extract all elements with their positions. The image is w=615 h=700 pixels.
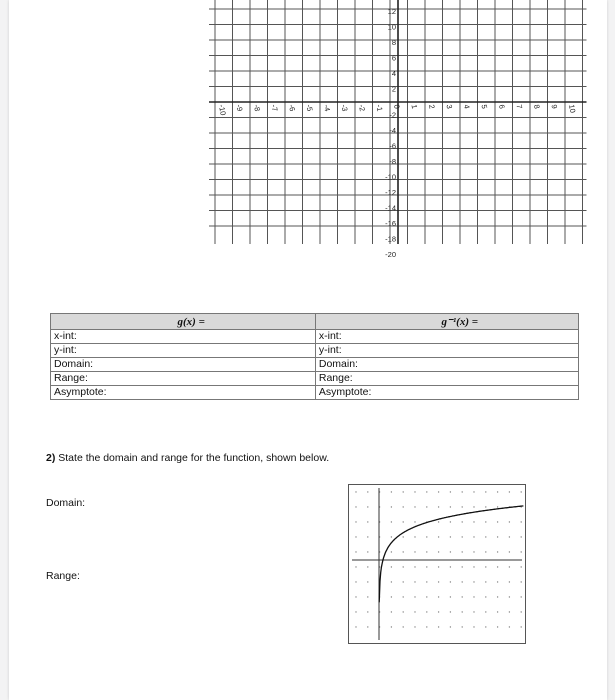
grid-dot	[473, 506, 474, 507]
grid-dot	[521, 536, 522, 537]
grid-dot	[450, 626, 451, 627]
right-row-label: Domain:	[315, 358, 578, 372]
grid-dot	[403, 536, 404, 537]
table-row	[51, 386, 579, 400]
left-row-label: x-int:	[51, 330, 316, 344]
grid-dot	[450, 506, 451, 507]
y-tick-label: -6	[389, 141, 396, 151]
y-tick-label: -18	[385, 234, 396, 244]
grid-dot	[462, 521, 463, 522]
right-row-label: Range:	[315, 372, 578, 386]
domain-label: Domain:	[46, 497, 86, 509]
grid-dot	[367, 566, 368, 567]
grid-dot	[403, 626, 404, 627]
grid-dot	[450, 521, 451, 522]
grid-dot	[403, 491, 404, 492]
grid-dot	[462, 536, 463, 537]
grid-dot	[521, 521, 522, 522]
x-tick-label: 2	[427, 103, 437, 110]
grid-dot	[414, 596, 415, 597]
y-tick-label: -4	[389, 126, 396, 135]
grid-dot	[414, 551, 415, 552]
grid-dot	[367, 596, 368, 597]
grid-dot	[426, 611, 427, 612]
grid-dot	[497, 491, 498, 492]
grid-dot	[497, 551, 498, 552]
y-tick-label: -12	[385, 188, 396, 197]
grid-dot	[473, 566, 474, 567]
grid-dot	[473, 626, 474, 627]
grid-dot	[473, 596, 474, 597]
grid-dot	[509, 536, 510, 537]
question-number: 2)	[46, 452, 56, 464]
grid-dot	[391, 596, 392, 597]
grid-dot	[462, 596, 463, 597]
x-tick-label: -8	[252, 103, 263, 112]
y-tick-label: 10	[387, 22, 396, 32]
grid-dot	[355, 551, 356, 552]
x-tick-label: -2	[357, 103, 368, 112]
grid-dot	[355, 626, 356, 627]
grid-dot	[367, 551, 368, 552]
grid-dot	[497, 611, 498, 612]
grid-dot	[426, 536, 427, 537]
grid-dot	[521, 566, 522, 567]
grid-dot	[509, 566, 510, 567]
function-graph	[348, 484, 526, 644]
grid-dot	[521, 491, 522, 492]
x-tick-label: -3	[339, 103, 350, 112]
left-row-label: Domain:	[51, 358, 316, 372]
grid-dot	[414, 536, 415, 537]
question-2	[46, 452, 329, 464]
g-inverse-header: g⁻¹(x) =	[315, 314, 578, 330]
y-tick-label: 8	[391, 38, 396, 47]
x-tick-label: 5	[479, 103, 490, 110]
grid-dot	[438, 551, 439, 552]
y-tick-label: 6	[391, 53, 396, 63]
x-tick-label: 0	[392, 103, 402, 110]
grid-dot	[462, 581, 463, 582]
x-tick-label: 4	[462, 103, 472, 110]
grid-dot	[355, 491, 356, 492]
worksheet-page	[9, 0, 607, 700]
grid-dot	[403, 611, 404, 612]
grid-dot	[414, 506, 415, 507]
grid-dot	[462, 611, 463, 612]
grid-dot	[462, 506, 463, 507]
grid-dot	[367, 521, 368, 522]
range-label: Range:	[46, 570, 80, 582]
grid-dot	[355, 566, 356, 567]
table-row	[51, 358, 579, 372]
grid-dot	[497, 626, 498, 627]
grid-dot	[355, 596, 356, 597]
grid-dot	[391, 626, 392, 627]
y-tick-label: -20	[385, 250, 396, 259]
grid-dot	[462, 566, 463, 567]
x-tick-label: 9	[549, 103, 560, 110]
grid-dot	[367, 506, 368, 507]
grid-dot	[473, 581, 474, 582]
grid-dot	[403, 581, 404, 582]
grid-dot	[485, 611, 486, 612]
grid-dot	[403, 596, 404, 597]
grid-dot	[438, 611, 439, 612]
grid-dot	[403, 551, 404, 552]
grid-dot	[426, 506, 427, 507]
grid-dot	[403, 566, 404, 567]
table-row	[51, 344, 579, 358]
grid-dot	[473, 491, 474, 492]
x-tick-label: -6	[287, 103, 298, 112]
grid-dot	[509, 596, 510, 597]
grid-dot	[438, 506, 439, 507]
left-row-label: y-int:	[51, 344, 316, 358]
grid-dot	[462, 626, 463, 627]
table-row	[51, 372, 579, 386]
grid-dot	[450, 551, 451, 552]
grid-dot	[485, 626, 486, 627]
grid-dot	[391, 566, 392, 567]
x-tick-label: 8	[532, 103, 542, 110]
grid-dot	[509, 521, 510, 522]
grid-dot	[355, 611, 356, 612]
grid-dot	[438, 536, 439, 537]
grid-dot	[485, 536, 486, 537]
grid-dot	[391, 581, 392, 582]
y-tick-label: 12	[387, 7, 396, 16]
x-tick-label: -9	[234, 103, 245, 112]
x-tick-label: -4	[322, 103, 333, 112]
grid-dot	[497, 536, 498, 537]
grid-dot	[403, 506, 404, 507]
grid-dot	[497, 566, 498, 567]
grid-dot	[426, 626, 427, 627]
grid-dot	[462, 551, 463, 552]
x-tick-label: -10	[217, 103, 228, 117]
right-row-label: x-int:	[315, 330, 578, 344]
grid-dot	[438, 521, 439, 522]
grid-dot	[414, 611, 415, 612]
grid-dot	[391, 611, 392, 612]
grid-dot	[391, 491, 392, 492]
y-tick-label: -2	[389, 110, 396, 120]
question-text: State the domain and range for the function, shown below.	[58, 452, 330, 464]
grid-dot	[355, 506, 356, 507]
grid-dot	[521, 581, 522, 582]
grid-dot	[426, 551, 427, 552]
y-tick-label: -16	[385, 219, 396, 228]
y-tick-label: -8	[389, 157, 396, 166]
grid-dot	[509, 626, 510, 627]
grid-dot	[473, 551, 474, 552]
grid-dot	[497, 521, 498, 522]
grid-dot	[391, 506, 392, 507]
grid-dot	[485, 566, 486, 567]
function-table	[50, 313, 579, 400]
grid-dot	[450, 596, 451, 597]
grid-dot	[450, 581, 451, 582]
x-tick-label: -5	[304, 103, 315, 112]
grid-dot	[426, 581, 427, 582]
grid-dot	[391, 551, 392, 552]
x-tick-label: 10	[567, 103, 578, 114]
grid-dot	[438, 581, 439, 582]
grid-dot	[367, 611, 368, 612]
x-tick-label: 3	[444, 103, 455, 110]
grid-dot	[521, 596, 522, 597]
grid-dot	[485, 491, 486, 492]
grid-dot	[521, 626, 522, 627]
x-tick-label: 6	[497, 103, 507, 110]
grid-dot	[497, 506, 498, 507]
grid-dot	[462, 491, 463, 492]
grid-dot	[485, 581, 486, 582]
grid-dot	[485, 551, 486, 552]
grid-dot	[509, 611, 510, 612]
grid-dot	[438, 566, 439, 567]
grid-dot	[414, 521, 415, 522]
grid-dot	[450, 611, 451, 612]
grid-dot	[485, 506, 486, 507]
grid-dot	[414, 626, 415, 627]
x-tick-label: 1	[409, 103, 420, 110]
grid-dot	[450, 536, 451, 537]
y-tick-label: -10	[385, 172, 396, 182]
x-tick-label: -7	[269, 103, 280, 112]
grid-dot	[473, 521, 474, 522]
grid-dot	[426, 566, 427, 567]
grid-dot	[509, 551, 510, 552]
grid-dot	[438, 626, 439, 627]
y-tick-label: 4	[391, 69, 396, 78]
grid-dot	[367, 581, 368, 582]
grid-dot	[367, 536, 368, 537]
grid-dot	[485, 596, 486, 597]
grid-dot	[414, 566, 415, 567]
left-row-label: Range:	[51, 372, 316, 386]
grid-dot	[473, 611, 474, 612]
grid-dot	[485, 521, 486, 522]
grid-dot	[367, 491, 368, 492]
grid-dot	[391, 536, 392, 537]
right-row-label: y-int:	[315, 344, 578, 358]
grid-dot	[438, 491, 439, 492]
grid-dot	[355, 536, 356, 537]
y-tick-label: 2	[391, 84, 396, 94]
grid-dot	[367, 626, 368, 627]
grid-dot	[426, 491, 427, 492]
coordinate-grid	[9, 0, 607, 259]
grid-dot	[521, 551, 522, 552]
grid-dot	[426, 596, 427, 597]
g-header: g(x) =	[51, 314, 316, 330]
grid-dot	[521, 611, 522, 612]
x-tick-label: 7	[514, 103, 525, 110]
grid-dot	[355, 521, 356, 522]
grid-dot	[450, 491, 451, 492]
grid-dot	[391, 521, 392, 522]
grid-dot	[403, 521, 404, 522]
grid-dot	[509, 581, 510, 582]
y-tick-label	[388, 0, 396, 1]
table-row	[51, 330, 579, 344]
grid-dot	[509, 491, 510, 492]
grid-dot	[414, 491, 415, 492]
grid-dot	[438, 596, 439, 597]
grid-dot	[450, 566, 451, 567]
grid-dot	[497, 596, 498, 597]
grid-dot	[414, 581, 415, 582]
y-tick-label: -14	[385, 203, 396, 213]
grid-dot	[473, 536, 474, 537]
grid-dot	[497, 581, 498, 582]
x-tick-label: -1	[374, 103, 385, 112]
left-row-label: Asymptote:	[51, 386, 316, 400]
right-row-label: Asymptote:	[315, 386, 578, 400]
grid-dot	[355, 581, 356, 582]
